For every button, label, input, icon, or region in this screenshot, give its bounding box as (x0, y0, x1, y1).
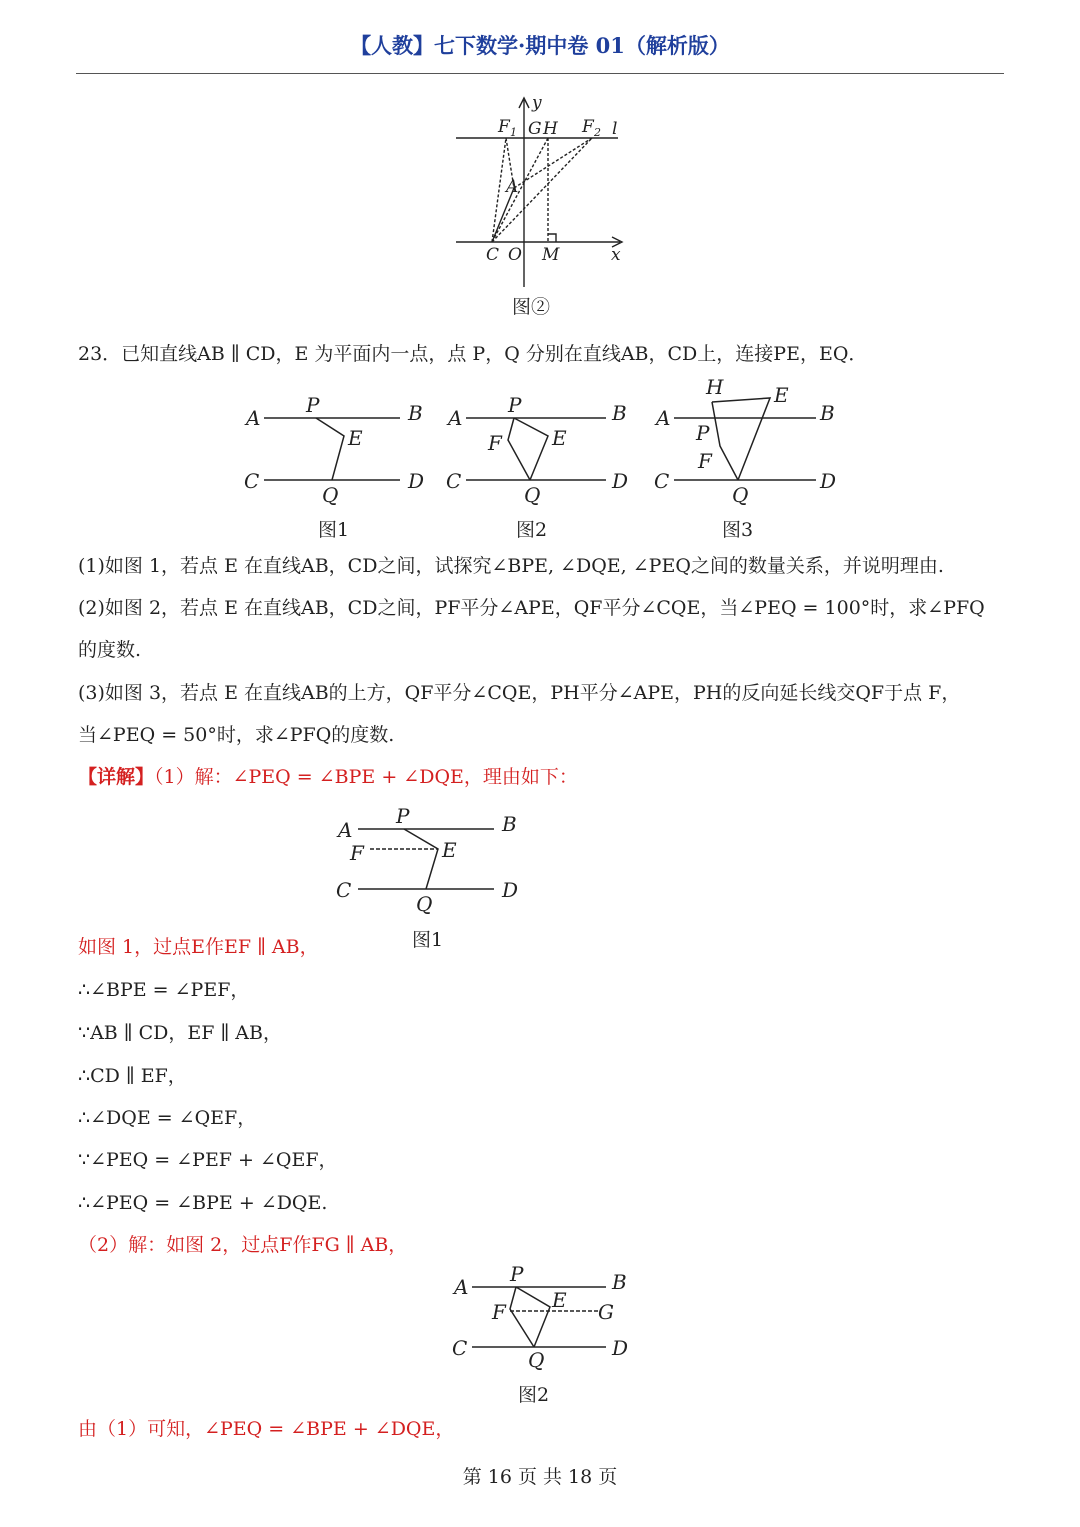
label-x: x (611, 245, 621, 265)
figure-label-p: P (306, 393, 320, 417)
figure-label-a: A (448, 406, 463, 430)
figure-label-q: Q (732, 483, 749, 507)
figure-label-f: F (698, 449, 712, 473)
figure-1 (240, 390, 440, 510)
page-header: 【人教】七下数学·期中卷 01（解析版） (350, 33, 730, 58)
figure-label-c: C (654, 469, 670, 493)
figure-label-c: C (244, 469, 260, 493)
question-3-line-1: (3)如图 3，若点 E 在直线AB的上方，QF平分∠CQE，PH平分∠APE，PH的反向延长线交QF于点 F， (78, 682, 961, 704)
label-f1: F (498, 117, 510, 137)
solution-step-7: ∴∠PEQ = ∠BPE + ∠DQE. (78, 1192, 328, 1214)
right-angle-mark (548, 234, 556, 242)
problem-stem: 23．已知直线AB ∥ CD，E 为平面内一点，点 P，Q 分别在直线AB，CD上，连接PE，EQ． (78, 343, 868, 365)
figure-label-p: P (696, 421, 710, 445)
figure-caption-top: 图② (512, 296, 551, 318)
figure-label-p: P (510, 1265, 524, 1286)
solution-step-2: ∴∠BPE = ∠PEF， (78, 979, 250, 1001)
solution-figure-1 (330, 805, 530, 915)
label-f2: F (582, 117, 594, 137)
figure-label-a: A (246, 406, 261, 430)
solution-step-4: ∴CD ∥ EF， (78, 1065, 187, 1087)
solution-figure-2-caption: 图2 (518, 1384, 550, 1406)
solution-figure-1-caption: 图1 (412, 929, 444, 951)
label-l: l (612, 119, 618, 139)
figure-label-e: E (442, 838, 457, 862)
solution-step-8: 由（1）可知，∠PEQ = ∠BPE + ∠DQE， (78, 1418, 455, 1440)
solution-part-2-intro: （2）解：如图 2，过点F作FG ∥ AB， (78, 1234, 408, 1256)
solution-part-1-intro (78, 765, 578, 789)
figure-label-b: B (408, 401, 423, 425)
figure-label-a: A (656, 406, 671, 430)
figure-label-e: E (552, 426, 567, 450)
figure-label-c: C (452, 1336, 468, 1360)
figure-label-d: D (408, 469, 425, 493)
figure-label-f: F (492, 1300, 506, 1324)
figure-1-caption: 图1 (318, 519, 350, 541)
figure-label-a: A (338, 818, 353, 842)
figure-label-q: Q (322, 483, 339, 507)
figure-label-q: Q (528, 1348, 545, 1372)
figure-3-caption: 图3 (722, 519, 754, 541)
label-m: M (542, 245, 560, 265)
detail-tag: 【详解】 (78, 766, 155, 788)
segment-ch (492, 138, 548, 242)
question-2-line-1: (2)如图 2，若点 E 在直线AB，CD之间，PF平分∠APE，QF平分∠CQE，当∠PEQ = 100°时，求∠PFQ (78, 597, 985, 619)
figure-label-b: B (612, 401, 627, 425)
question-1: (1)如图 1，若点 E 在直线AB，CD之间，试探究∠BPE, ∠DQE, ∠PEQ之间的数量关系，并说明理由. (78, 555, 944, 577)
figure-label-g: G (598, 1300, 614, 1324)
figure-label-b: B (612, 1270, 627, 1294)
figure-3 (650, 372, 850, 510)
label-f2-sub: 2 (594, 126, 601, 139)
label-o: O (508, 245, 522, 265)
figure-label-a: A (454, 1275, 469, 1299)
question-3-line-2: 当∠PEQ = 50°时，求∠PFQ的度数. (78, 724, 395, 746)
label-g: G (528, 119, 542, 139)
figure-label-q: Q (524, 483, 541, 507)
solution-step-3: ∵AB ∥ CD，EF ∥ AB， (78, 1022, 282, 1044)
figure-label-e: E (348, 426, 363, 450)
label-c: C (486, 245, 500, 265)
figure-label-d: D (612, 1336, 629, 1360)
figure-label-f: F (350, 841, 364, 865)
solution-figure-2 (446, 1265, 646, 1375)
figure-label-b: B (502, 812, 517, 836)
figure-label-b: B (820, 401, 835, 425)
header-divider (76, 73, 1004, 74)
figure-label-e: E (552, 1288, 567, 1312)
question-2-line-2: 的度数. (78, 639, 142, 661)
coordinate-figure (440, 92, 640, 292)
label-f1-sub: 1 (510, 126, 517, 139)
figure-label-f: F (488, 431, 502, 455)
label-a: A (506, 177, 519, 197)
label-y: y (532, 93, 542, 113)
figure-label-c: C (446, 469, 462, 493)
figure-label-p: P (508, 393, 522, 417)
figure-label-d: D (502, 878, 519, 902)
figure-label-d: D (612, 469, 629, 493)
figure-2-caption: 图2 (516, 519, 548, 541)
figure-label-p: P (396, 805, 410, 828)
figure-2 (442, 390, 642, 510)
solution-step-1: 如图 1，过点E作EF ∥ AB， (78, 936, 319, 958)
page-footer: 第 16 页 共 18 页 (462, 1466, 618, 1488)
solution-step-6: ∵∠PEQ = ∠PEF + ∠QEF， (78, 1149, 338, 1171)
figure-label-q: Q (416, 892, 433, 915)
figure-label-c: C (336, 878, 352, 902)
figure-label-d: D (820, 469, 837, 493)
label-h: H (543, 119, 558, 139)
solution-step-5: ∴∠DQE = ∠QEF， (78, 1107, 257, 1129)
figure-label-e: E (774, 383, 789, 407)
figure-label-h: H (706, 375, 724, 399)
part-1-heading: （1）解：∠PEQ = ∠BPE + ∠DQE，理由如下： (154, 766, 578, 788)
